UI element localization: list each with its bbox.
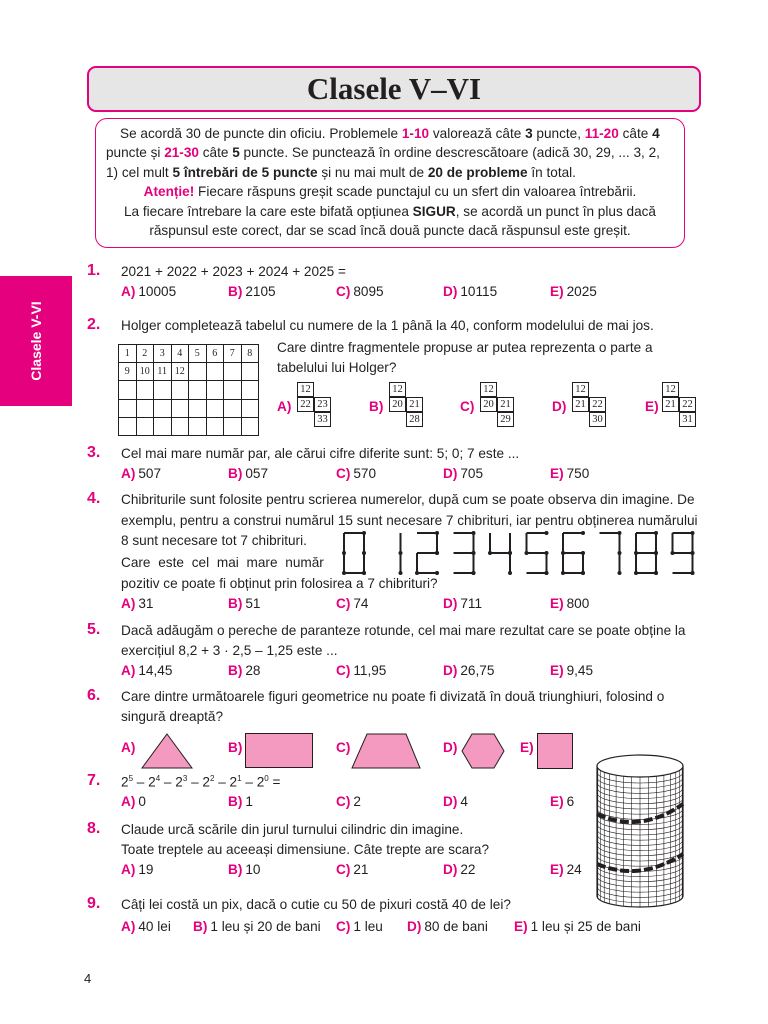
cylindrical-tower-figure	[594, 752, 686, 910]
question-number: 5.	[87, 621, 101, 638]
match-head	[362, 571, 366, 575]
match-head	[618, 571, 622, 575]
match-head	[581, 571, 585, 575]
option-e[interactable]: E) 2025	[550, 284, 597, 299]
rectangle-shape[interactable]	[245, 733, 313, 768]
title-box	[87, 66, 701, 112]
match-head	[691, 551, 695, 555]
matchstick-digit-8	[634, 531, 658, 575]
grid-cell: 7	[224, 345, 242, 363]
option-e[interactable]: E) 1 leu și 25 de bani	[514, 919, 641, 934]
option-e[interactable]: E) 750	[550, 466, 590, 481]
match-head	[435, 571, 439, 575]
question-text: Chibriturile sunt folosite pentru scrierea numerelor, după cum se poate observa din imagine. De	[121, 492, 695, 507]
match-head	[508, 571, 512, 575]
grid-cell: 6	[206, 345, 224, 363]
option-a[interactable]: A) 10005	[121, 284, 177, 299]
question-text: exemplu, pentru a construi numărul 15 sunt necesare 7 chibrituri, iar pentru obținerea numărului	[121, 513, 698, 528]
number-grid	[118, 344, 259, 436]
question-text: exercițiul 8,2 + 3 · 2,5 – 1,25 este ...	[121, 643, 338, 658]
option-b[interactable]: B) 057	[228, 466, 269, 481]
question-number: 6.	[87, 687, 101, 704]
option-b[interactable]: B) 2105	[228, 284, 276, 299]
option-d[interactable]: D) 10115	[443, 284, 498, 299]
question-text: Dacă adăugăm o pereche de paranteze rotunde, cel mai mare rezultat care se poate obține la	[121, 623, 686, 638]
match-head	[399, 571, 403, 575]
question-text: Cel mai mare număr par, ale cărui cifre diferite sunt: 5; 0; 7 este ...	[121, 446, 520, 461]
matchstick-digit-9	[671, 531, 695, 575]
grid-cell: 3	[154, 345, 172, 363]
triangle-shape[interactable]	[141, 733, 193, 769]
grid-cell: 12	[171, 363, 189, 381]
matchstick-digit-4	[488, 533, 512, 575]
option-d[interactable]: D) 80 de bani	[407, 919, 488, 934]
match-head	[472, 571, 476, 575]
match-head	[654, 571, 658, 575]
option-a[interactable]: A) 507	[121, 466, 162, 481]
match-head	[581, 531, 585, 535]
option-a[interactable]: A) 0	[121, 794, 146, 809]
matchstick-digit-6	[561, 531, 585, 575]
option-d[interactable]: D) 26,75	[443, 663, 495, 678]
match-head	[545, 571, 549, 575]
grid-cell	[206, 363, 224, 381]
option-b[interactable]: B) 28	[228, 663, 261, 678]
question-number: 1.	[87, 262, 101, 279]
option-c[interactable]: C) 570	[336, 466, 377, 481]
attention-note: Atenție! Fiecare răspuns greșit scade punctajul cu un sfert din valoarea întrebării. La fiecare întrebare la care este bifată opțiunea SIGUR, se acordă un punct în plus dacă răspunsul este corect, dar se scad încă două puncte dacă răspunsul este greșit.	[123, 184, 656, 239]
option-d[interactable]: D) 711	[443, 596, 483, 611]
question-text: tabelului lui Holger?	[277, 360, 397, 375]
page-title: Clasele V–VI	[306, 71, 482, 106]
grid-cell: 11	[154, 363, 172, 381]
option-c[interactable]: C) 74	[336, 596, 369, 611]
option-e[interactable]: E) 24	[550, 862, 582, 877]
option-d[interactable]: D)	[443, 740, 458, 755]
option-c[interactable]: C) 1 leu	[336, 919, 383, 934]
question-text: Toate treptele au aceeași dimensiune. Câte trepte are scara?	[121, 842, 490, 857]
matchstick-digit-5	[525, 531, 549, 575]
option-a[interactable]: A) 19	[121, 862, 154, 877]
option-a[interactable]: A) 40 lei	[121, 919, 171, 934]
rules-box	[95, 118, 685, 248]
option-b[interactable]: B) 1	[228, 794, 253, 809]
question-text: singură dreaptă?	[121, 709, 224, 724]
question-number: 7.	[87, 772, 101, 789]
matchstick-digit-2	[415, 531, 439, 575]
matchstick-digits-figure	[340, 530, 702, 576]
question-text: Holger completează tabelul cu numere de la 1 până la 40, conform modelului de mai jos.	[121, 318, 654, 333]
option-d[interactable]: D) 705	[443, 466, 484, 481]
option-b[interactable]: B)	[228, 740, 243, 755]
matchstick-digit-0	[342, 531, 366, 575]
question-text: Câți lei costă un pix, dacă o cutie cu 50 de pixuri costă 40 de lei?	[121, 897, 511, 912]
trapezoid-shape[interactable]	[351, 733, 421, 769]
option-b[interactable]: B) 10	[228, 862, 261, 877]
option-b[interactable]: B) 51	[228, 596, 261, 611]
question-number: 2.	[87, 316, 101, 333]
square-shape[interactable]	[537, 733, 573, 769]
grid-cell: 8	[241, 345, 259, 363]
question-text: pozitiv ce poate fi obținut prin folosirea a 7 chibrituri?	[121, 576, 438, 591]
question-number: 4.	[87, 490, 101, 507]
matchstick-digit-1	[399, 533, 403, 575]
tower-top	[597, 755, 683, 777]
question-text: 2021 + 2022 + 2023 + 2024 + 2025 =	[121, 264, 346, 279]
question-number: 8.	[87, 820, 101, 837]
option-e[interactable]: E) 800	[550, 596, 590, 611]
option-c[interactable]: C) 8095	[336, 284, 384, 299]
option-a[interactable]: A)	[121, 740, 136, 755]
question-text: 8 sunt necesare tot 7 chibrituri.	[121, 533, 307, 548]
side-tab	[0, 276, 72, 406]
option-b[interactable]: B) 1 leu și 20 de bani	[193, 919, 321, 934]
grid-cell	[241, 363, 259, 381]
grid-cell: 4	[171, 345, 189, 363]
option-d[interactable]: D) 4	[443, 794, 468, 809]
option-d[interactable]: D) 22	[443, 862, 476, 877]
question-text: Claude urcă scările din jurul turnului cilindric din imagine.	[121, 822, 464, 837]
question-text: Care dintre fragmentele propuse ar putea reprezenta o parte a	[277, 340, 653, 355]
option-a[interactable]: A) 31	[121, 596, 154, 611]
match-head	[691, 571, 695, 575]
grid-cell: 10	[136, 363, 154, 381]
grid-cell: 1	[119, 345, 137, 363]
option-c[interactable]: C) 11,95	[336, 663, 387, 678]
side-tab-label: Clasele V-VI	[28, 301, 44, 381]
grid-cell	[224, 363, 242, 381]
hexagon-shape[interactable]	[461, 733, 505, 769]
grid-cell	[189, 363, 207, 381]
grid-cell: 5	[189, 345, 207, 363]
question-expression: $2^5 - 2^4 - 2^3 - 2^2 - 2^1 - 2^0$ =	[121, 774, 281, 790]
option-c[interactable]: C)	[336, 740, 351, 755]
grid-cell: 9	[119, 363, 137, 381]
match-head	[654, 551, 658, 555]
question-number: 9.	[87, 895, 101, 912]
option-e[interactable]: E) 6	[550, 794, 575, 809]
match-head	[435, 551, 439, 555]
question-number: 3.	[87, 444, 101, 461]
grid-cell: 2	[136, 345, 154, 363]
option-e[interactable]: E) 9,45	[550, 663, 594, 678]
option-a[interactable]: A) 14,45	[121, 663, 173, 678]
matchstick-digit-7	[600, 531, 622, 575]
page-number: 4	[84, 971, 92, 986]
question-text: Care este cel mai mare număr	[121, 555, 324, 570]
question-text: Care dintre următoarele figuri geometrice nu poate fi divizată în două triunghiuri, folosind o	[121, 689, 665, 704]
match-head	[545, 531, 549, 535]
matchstick-digit-3	[454, 531, 476, 575]
option-c[interactable]: C) 21	[336, 862, 369, 877]
option-e[interactable]: E)	[520, 740, 534, 755]
option-c[interactable]: C) 2	[336, 794, 361, 809]
scoring-rules: Se acordă 30 de puncte din oficiu. Problemele 1-10 valorează câte 3 puncte, 11-20 câte 4 puncte și 21-30 câte 5 puncte. Se punctează în ordine descrescătoare (adică 30, 29, ... 3, 2, 1) cel mult 5 întrebări de 5 puncte și nu mai mult de 20 de probleme în total.	[106, 126, 660, 180]
match-head	[634, 571, 638, 575]
